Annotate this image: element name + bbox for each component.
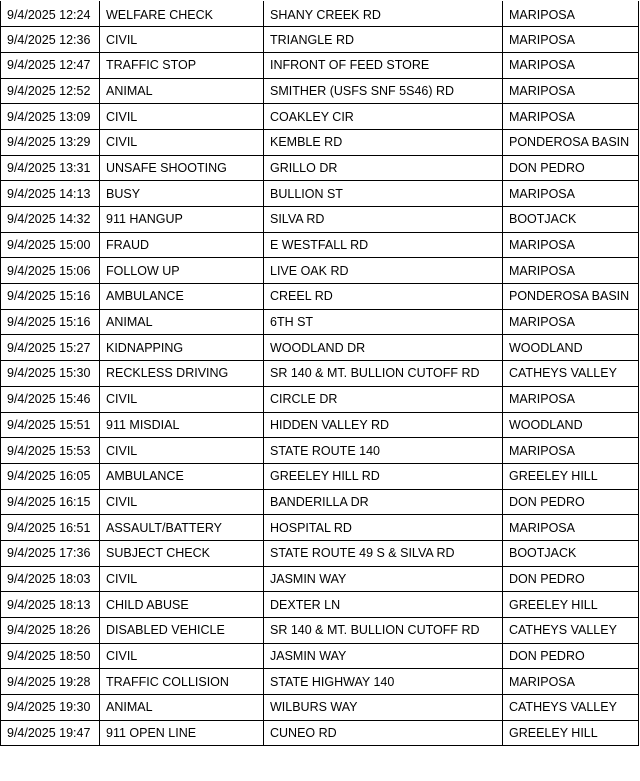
table-row xyxy=(1,412,639,438)
datetime-cell: 9/4/2025 13:31 xyxy=(1,155,100,181)
table-row xyxy=(1,386,639,412)
area-cell: MARIPOSA xyxy=(503,104,639,130)
table-row xyxy=(1,669,639,695)
location-cell: SHANY CREEK RD xyxy=(264,1,503,27)
location-cell: BANDERILLA DR xyxy=(264,489,503,515)
area-cell: DON PEDRO xyxy=(503,155,639,181)
location-cell: SILVA RD xyxy=(264,207,503,233)
area-cell: PONDEROSA BASIN xyxy=(503,129,639,155)
location-cell: STATE ROUTE 49 S & SILVA RD xyxy=(264,540,503,566)
call-type-cell: AMBULANCE xyxy=(100,463,264,489)
area-cell: MARIPOSA xyxy=(503,438,639,464)
location-cell: WILBURS WAY xyxy=(264,695,503,721)
call-type-cell: FRAUD xyxy=(100,232,264,258)
datetime-cell: 9/4/2025 14:32 xyxy=(1,207,100,233)
call-type-cell: CIVIL xyxy=(100,27,264,53)
location-cell: DEXTER LN xyxy=(264,592,503,618)
datetime-cell: 9/4/2025 14:13 xyxy=(1,181,100,207)
datetime-cell: 9/4/2025 18:26 xyxy=(1,618,100,644)
table-row xyxy=(1,720,639,746)
call-type-cell: ANIMAL xyxy=(100,695,264,721)
datetime-cell: 9/4/2025 13:29 xyxy=(1,129,100,155)
table-row xyxy=(1,104,639,130)
table-row xyxy=(1,52,639,78)
datetime-cell: 9/4/2025 18:03 xyxy=(1,566,100,592)
call-type-cell: TRAFFIC COLLISION xyxy=(100,669,264,695)
table-row xyxy=(1,438,639,464)
area-cell: BOOTJACK xyxy=(503,207,639,233)
call-type-cell: CIVIL xyxy=(100,566,264,592)
location-cell: HIDDEN VALLEY RD xyxy=(264,412,503,438)
area-cell: MARIPOSA xyxy=(503,386,639,412)
location-cell: BULLION ST xyxy=(264,181,503,207)
area-cell: CATHEYS VALLEY xyxy=(503,361,639,387)
table-row xyxy=(1,695,639,721)
datetime-cell: 9/4/2025 19:30 xyxy=(1,695,100,721)
area-cell: MARIPOSA xyxy=(503,181,639,207)
location-cell: WOODLAND DR xyxy=(264,335,503,361)
area-cell: MARIPOSA xyxy=(503,27,639,53)
location-cell: INFRONT OF FEED STORE xyxy=(264,52,503,78)
area-cell: MARIPOSA xyxy=(503,515,639,541)
area-cell: PONDEROSA BASIN xyxy=(503,284,639,310)
call-type-cell: ASSAULT/BATTERY xyxy=(100,515,264,541)
area-cell: MARIPOSA xyxy=(503,52,639,78)
location-cell: CUNEO RD xyxy=(264,720,503,746)
area-cell: WOODLAND xyxy=(503,412,639,438)
table-row xyxy=(1,463,639,489)
location-cell: 6TH ST xyxy=(264,309,503,335)
table-row xyxy=(1,232,639,258)
datetime-cell: 9/4/2025 19:47 xyxy=(1,720,100,746)
table-row xyxy=(1,540,639,566)
area-cell: GREELEY HILL xyxy=(503,592,639,618)
call-type-cell: UNSAFE SHOOTING xyxy=(100,155,264,181)
call-type-cell: TRAFFIC STOP xyxy=(100,52,264,78)
location-cell: TRIANGLE RD xyxy=(264,27,503,53)
datetime-cell: 9/4/2025 18:13 xyxy=(1,592,100,618)
table-row xyxy=(1,78,639,104)
table-row xyxy=(1,155,639,181)
call-type-cell: CIVIL xyxy=(100,489,264,515)
location-cell: GRILLO DR xyxy=(264,155,503,181)
area-cell: DON PEDRO xyxy=(503,489,639,515)
area-cell: MARIPOSA xyxy=(503,309,639,335)
area-cell: WOODLAND xyxy=(503,335,639,361)
area-cell: CATHEYS VALLEY xyxy=(503,618,639,644)
datetime-cell: 9/4/2025 12:24 xyxy=(1,1,100,27)
call-type-cell: DISABLED VEHICLE xyxy=(100,618,264,644)
area-cell: DON PEDRO xyxy=(503,566,639,592)
call-type-cell: WELFARE CHECK xyxy=(100,1,264,27)
datetime-cell: 9/4/2025 17:36 xyxy=(1,540,100,566)
call-type-cell: FOLLOW UP xyxy=(100,258,264,284)
datetime-cell: 9/4/2025 15:06 xyxy=(1,258,100,284)
datetime-cell: 9/4/2025 16:05 xyxy=(1,463,100,489)
call-type-cell: CIVIL xyxy=(100,643,264,669)
location-cell: JASMIN WAY xyxy=(264,643,503,669)
area-cell: MARIPOSA xyxy=(503,78,639,104)
area-cell: MARIPOSA xyxy=(503,1,639,27)
table-row xyxy=(1,207,639,233)
call-type-cell: CIVIL xyxy=(100,438,264,464)
datetime-cell: 9/4/2025 15:16 xyxy=(1,284,100,310)
datetime-cell: 9/4/2025 12:36 xyxy=(1,27,100,53)
location-cell: GREELEY HILL RD xyxy=(264,463,503,489)
location-cell: SR 140 & MT. BULLION CUTOFF RD xyxy=(264,361,503,387)
table-row xyxy=(1,618,639,644)
datetime-cell: 9/4/2025 16:51 xyxy=(1,515,100,541)
datetime-cell: 9/4/2025 15:51 xyxy=(1,412,100,438)
call-type-cell: CHILD ABUSE xyxy=(100,592,264,618)
area-cell: MARIPOSA xyxy=(503,232,639,258)
area-cell: MARIPOSA xyxy=(503,669,639,695)
call-type-cell: ANIMAL xyxy=(100,309,264,335)
datetime-cell: 9/4/2025 16:15 xyxy=(1,489,100,515)
datetime-cell: 9/4/2025 19:28 xyxy=(1,669,100,695)
area-cell: DON PEDRO xyxy=(503,643,639,669)
table-row xyxy=(1,27,639,53)
table-row xyxy=(1,284,639,310)
table-row xyxy=(1,258,639,284)
table-row xyxy=(1,1,639,27)
table-row xyxy=(1,489,639,515)
datetime-cell: 9/4/2025 15:16 xyxy=(1,309,100,335)
call-type-cell: SUBJECT CHECK xyxy=(100,540,264,566)
call-type-cell: CIVIL xyxy=(100,386,264,412)
datetime-cell: 9/4/2025 12:47 xyxy=(1,52,100,78)
area-cell: BOOTJACK xyxy=(503,540,639,566)
table-row xyxy=(1,335,639,361)
datetime-cell: 9/4/2025 18:50 xyxy=(1,643,100,669)
datetime-cell: 9/4/2025 15:53 xyxy=(1,438,100,464)
location-cell: COAKLEY CIR xyxy=(264,104,503,130)
area-cell: GREELEY HILL xyxy=(503,720,639,746)
call-type-cell: 911 OPEN LINE xyxy=(100,720,264,746)
table-row xyxy=(1,361,639,387)
call-type-cell: ANIMAL xyxy=(100,78,264,104)
call-type-cell: BUSY xyxy=(100,181,264,207)
location-cell: CIRCLE DR xyxy=(264,386,503,412)
location-cell: KEMBLE RD xyxy=(264,129,503,155)
area-cell: GREELEY HILL xyxy=(503,463,639,489)
location-cell: CREEL RD xyxy=(264,284,503,310)
call-type-cell: KIDNAPPING xyxy=(100,335,264,361)
table-row xyxy=(1,181,639,207)
datetime-cell: 9/4/2025 15:00 xyxy=(1,232,100,258)
location-cell: E WESTFALL RD xyxy=(264,232,503,258)
datetime-cell: 9/4/2025 13:09 xyxy=(1,104,100,130)
table-row xyxy=(1,515,639,541)
table-row xyxy=(1,129,639,155)
table-row xyxy=(1,592,639,618)
table-row xyxy=(1,643,639,669)
call-type-cell: RECKLESS DRIVING xyxy=(100,361,264,387)
datetime-cell: 9/4/2025 15:30 xyxy=(1,361,100,387)
call-type-cell: 911 MISDIAL xyxy=(100,412,264,438)
area-cell: CATHEYS VALLEY xyxy=(503,695,639,721)
call-type-cell: AMBULANCE xyxy=(100,284,264,310)
area-cell: MARIPOSA xyxy=(503,258,639,284)
datetime-cell: 9/4/2025 15:46 xyxy=(1,386,100,412)
call-type-cell: 911 HANGUP xyxy=(100,207,264,233)
location-cell: JASMIN WAY xyxy=(264,566,503,592)
location-cell: STATE HIGHWAY 140 xyxy=(264,669,503,695)
datetime-cell: 9/4/2025 12:52 xyxy=(1,78,100,104)
call-type-cell: CIVIL xyxy=(100,129,264,155)
table-row xyxy=(1,309,639,335)
location-cell: LIVE OAK RD xyxy=(264,258,503,284)
location-cell: STATE ROUTE 140 xyxy=(264,438,503,464)
table-row xyxy=(1,566,639,592)
location-cell: HOSPITAL RD xyxy=(264,515,503,541)
datetime-cell: 9/4/2025 15:27 xyxy=(1,335,100,361)
location-cell: SR 140 & MT. BULLION CUTOFF RD xyxy=(264,618,503,644)
call-type-cell: CIVIL xyxy=(100,104,264,130)
call-log-body xyxy=(1,1,639,746)
location-cell: SMITHER (USFS SNF 5S46) RD xyxy=(264,78,503,104)
call-log-table xyxy=(0,1,639,746)
